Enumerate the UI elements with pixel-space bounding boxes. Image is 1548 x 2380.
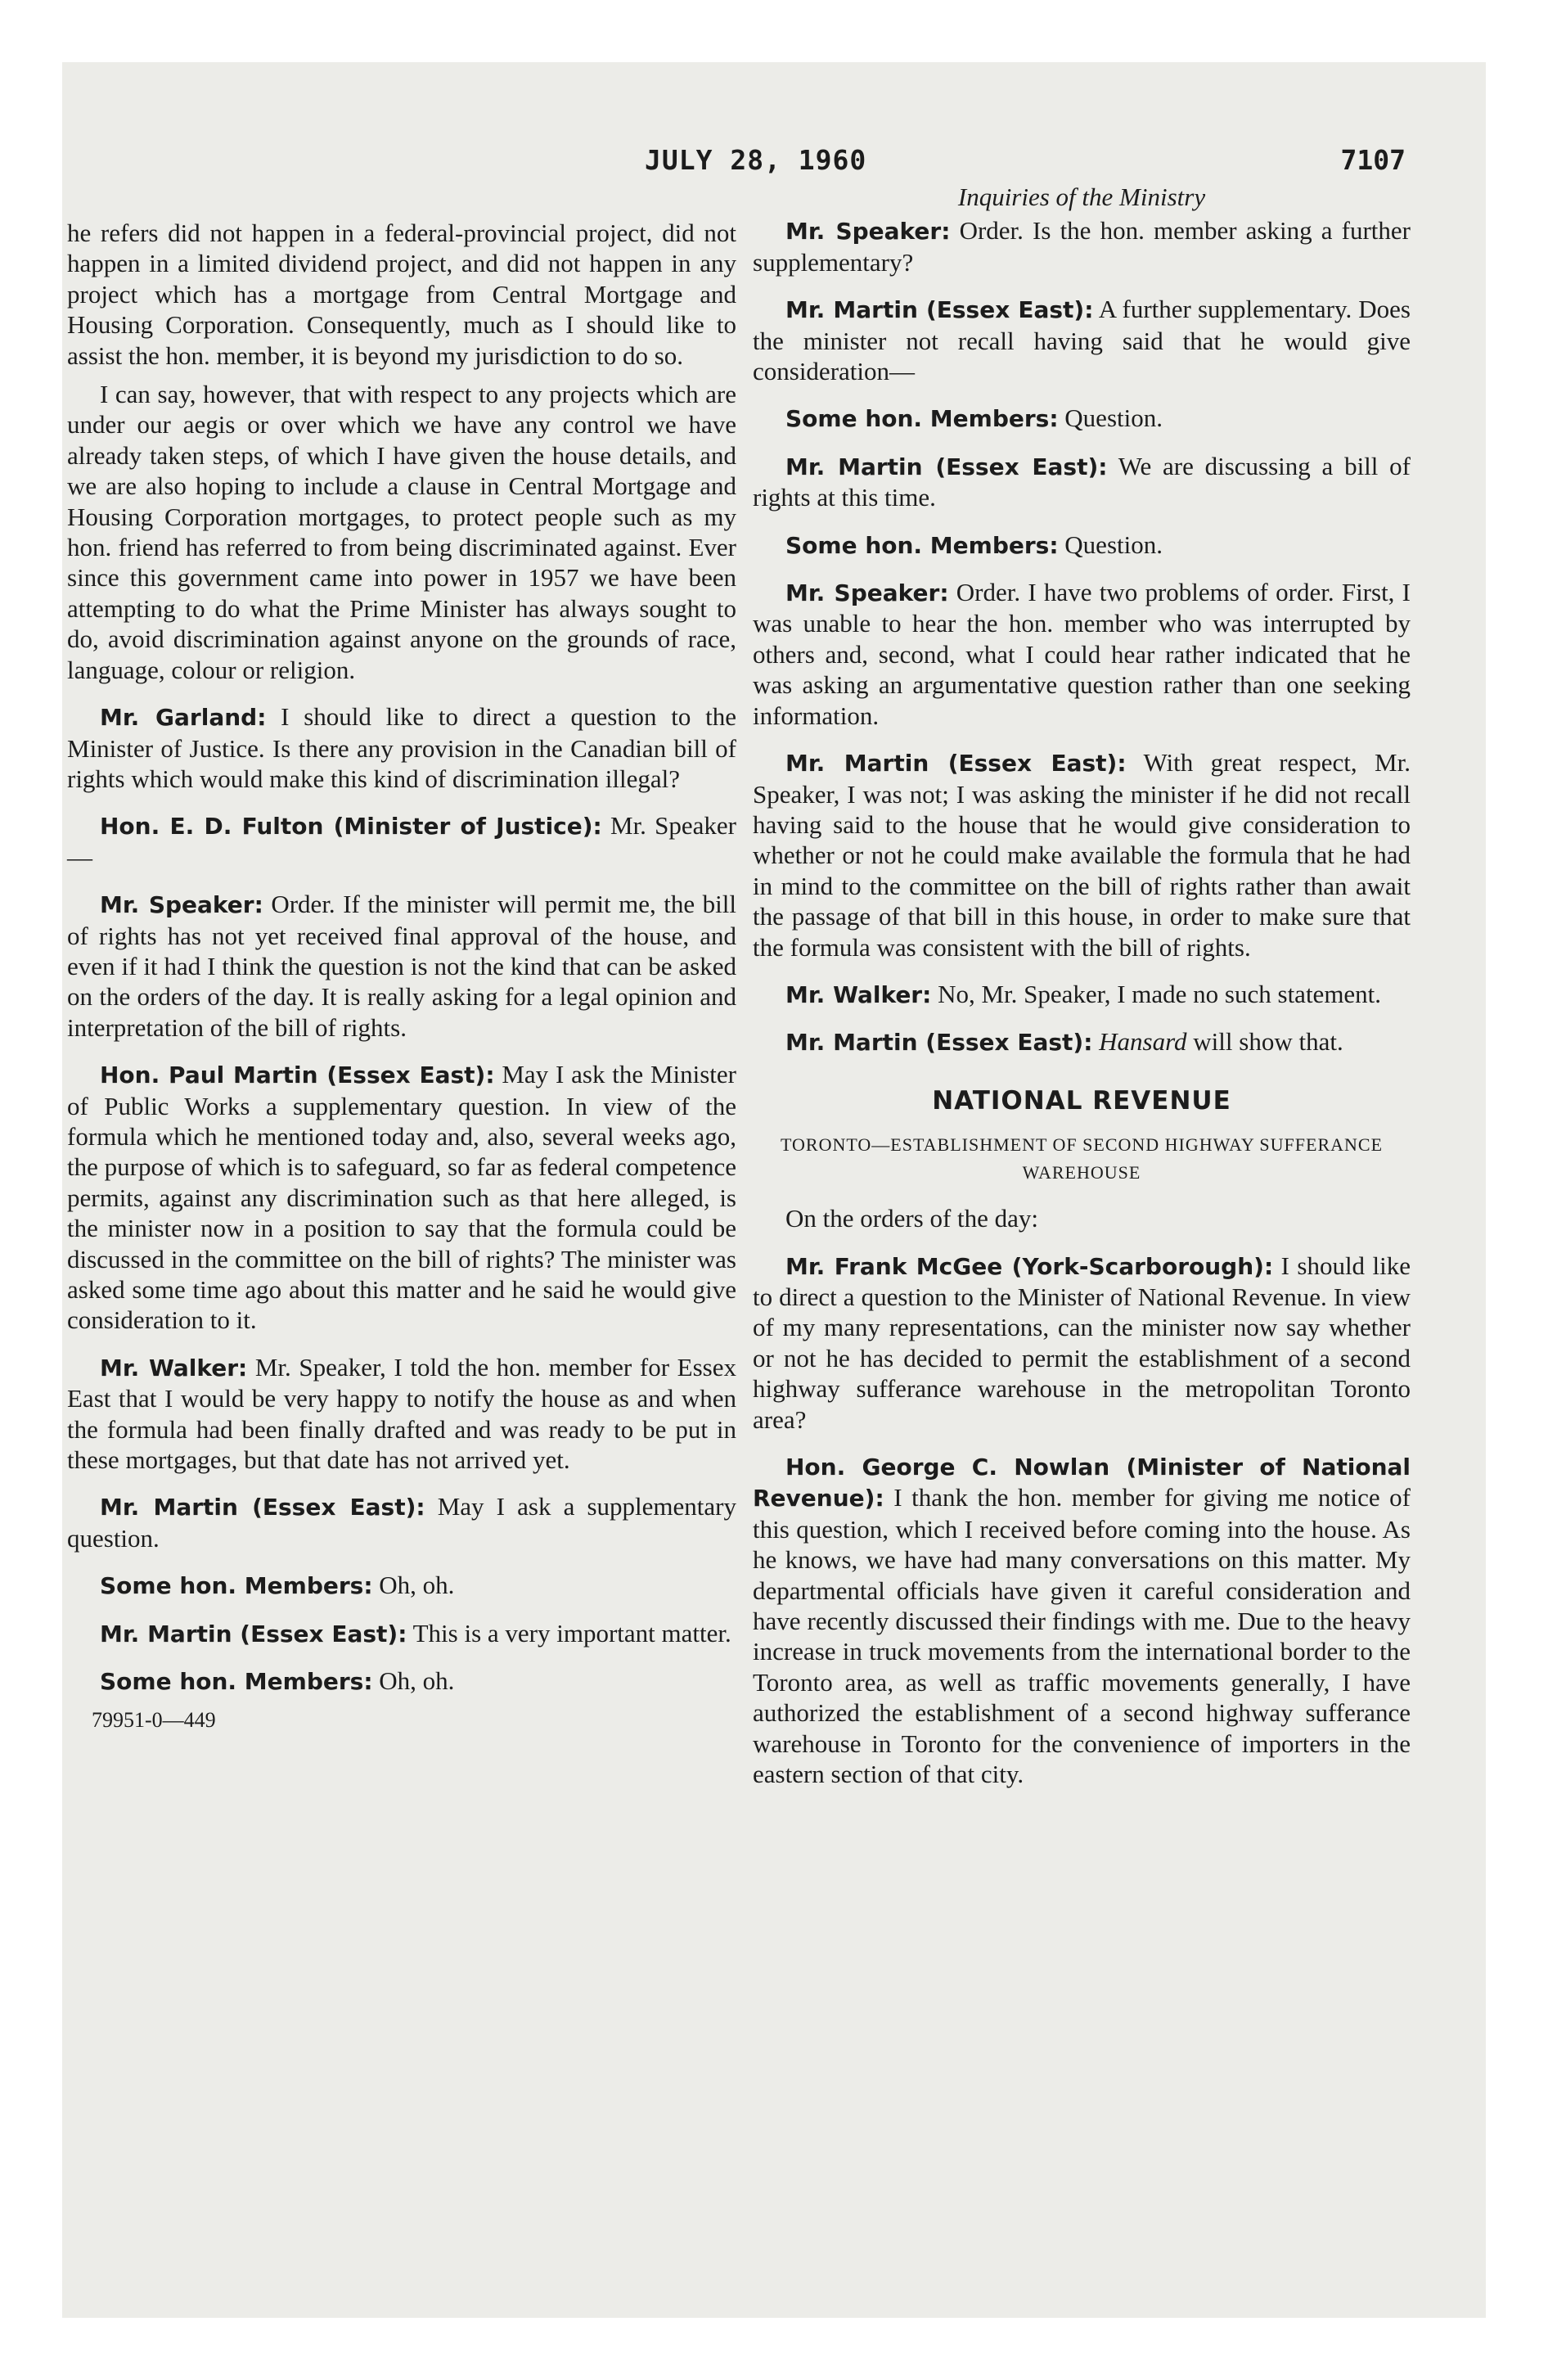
left-column [67, 218, 736, 1736]
document-page [62, 62, 1486, 2318]
paragraph [67, 1059, 736, 1336]
paragraph [753, 294, 1411, 386]
running-title: Inquiries of the Ministry [957, 183, 1206, 211]
paragraph [67, 1352, 736, 1476]
header-date: JULY 28, 1960 [645, 144, 867, 176]
printer-code: 79951-0—449 [92, 1708, 216, 1733]
page-number: 7107 [1340, 144, 1406, 176]
speaker-name: Hon. George C. Nowlan (Minister of National Revenue): [753, 1454, 1411, 1512]
speech-text: will show that. [1193, 1027, 1343, 1057]
speaker-name: Mr. Speaker: [100, 891, 263, 919]
speaker-name: Mr. Speaker: [785, 579, 949, 607]
speech-text: No, Mr. Speaker, I made no such statement. [938, 979, 1382, 1008]
speech-text: Order. Is the hon. member asking a further supplementary? [753, 216, 1411, 277]
paragraph [67, 810, 736, 872]
speaker-name: Mr. Martin (Essex East): [100, 1620, 407, 1648]
paragraph [67, 1666, 736, 1697]
speech-text: Mr. Speaker, I told the hon. member for Essex East that I would be very happy to notify the house as and when the formula had been finally drafted and was ready to be put in these mortgages, but that date has not arrived yet. [67, 1352, 736, 1475]
paragraph [753, 577, 1411, 731]
paragraph [753, 530, 1411, 561]
speech-text: Oh, oh. [379, 1666, 455, 1696]
speaker-name: Mr. Martin (Essex East): [785, 750, 1127, 778]
speaker-name: Some hon. Members: [785, 405, 1059, 433]
speaker-name: Mr. Garland: [100, 704, 267, 732]
speech-text: Question. [1064, 530, 1163, 559]
speaker-name: Mr. Walker: [785, 980, 932, 1008]
section-subheading: TORONTO—ESTABLISHMENT OF SECOND HIGHWAY SUFFERANCE WAREHOUSE [780, 1134, 1384, 1183]
speech-text: Mr. Speaker— [67, 811, 737, 872]
speech-text: Order. If the minister will permit me, the bill of rights has not yet received final approval of the house, and even if it had I think the question is not the kind that can be asked on the orders of the day. It is really asking for a legal opinion and interpretation of the bill of rights. [67, 890, 736, 1042]
paragraph [753, 403, 1411, 434]
paragraph [67, 1491, 736, 1553]
paragraph [753, 451, 1411, 513]
paragraph [753, 1451, 1411, 1789]
paragraph [67, 701, 736, 794]
speech-text: I should like to direct a question to the Minister of Justice. Is there any provision in the Canadian bill of rights which would make this kind of discrimination illegal? [67, 702, 737, 793]
speech-text: Question. [1064, 403, 1163, 433]
speech-text: May I ask a supplementary question. [67, 1492, 736, 1553]
speaker-name: Mr. Martin (Essex East): [785, 296, 1094, 324]
paragraph: he refers did not happen in a federal-provincial project, did not happen in a limited dividend project, and did not happen in any project which has a mortgage from Central Mortgage and Housing Corporation. Consequently, much as I should like to assist the hon. member, it is beyond my jurisdiction to do so. [67, 219, 736, 370]
speech-text: I thank the hon. member for giving me notice of this question, which I received before coming into the house. As he knows, we have had many conversations on this matter. My departmental officials have given it careful consideration and have recently discussed their findings with me. Due to the heavy increase in truck movements from the international border to the Toronto area, as well as traffic movements generally, I have authorized the establishment of a second highway sufferance warehouse in Toronto for the convenience of importers in the eastern section of that city. [753, 1483, 1411, 1789]
speaker-name: Some hon. Members: [100, 1572, 373, 1600]
speaker-name: Mr. Walker: [100, 1354, 248, 1382]
section-title: NATIONAL REVENUE [932, 1085, 1231, 1116]
speech-text: May I ask the Minister of Public Works a supplementary question. In view of the formula which he mentioned today and, also, several weeks ago, the purpose of which is to safeguard, so far as federal competence permits, against any discrimination such as that here alleged, is the minister now in a position to say that the formula could be discussed in the committee on the bill of rights? The minister was asked some time ago about this matter and he said he would give consideration to it. [67, 1060, 736, 1335]
paragraph: On the orders of the day: [785, 1204, 1039, 1233]
italic-title: Hansard [1099, 1027, 1187, 1057]
page-header [62, 144, 1486, 180]
paragraph: I can say, however, that with respect to any projects which are under our aegis or over which we have any control we have already taken steps, of which I have given the house details, and we are also hoping to include a clause in Central Mortgage and Housing Corporation mortgages, to protect people such as my hon. friend has referred to from being discriminated against. Ever since this government came into power in 1957 we have been attempting to do what the Prime Minister has always sought to do, avoid discrimination against anyone on the grounds of race, language, colour or religion. [67, 380, 736, 684]
paragraph [753, 1026, 1411, 1057]
speaker-name: Mr. Speaker: [785, 218, 951, 246]
speaker-name: Hon. Paul Martin (Essex East): [100, 1062, 495, 1089]
paragraph [67, 1570, 736, 1601]
speaker-name: Mr. Martin (Essex East): [100, 1494, 425, 1521]
speech-text: This is a very important matter. [412, 1618, 731, 1648]
speaker-name: Mr. Martin (Essex East): [785, 453, 1108, 480]
speaker-name: Mr. Martin (Essex East): [785, 1029, 1093, 1057]
paragraph [67, 889, 736, 1043]
speech-text: I should like to direct a question to the Minister of National Revenue. In view of my many representations, can the minister now say whether or not he has decided to permit the establishment of a second highway sufferance warehouse in the metropolitan Toronto area? [753, 1251, 1411, 1434]
paragraph [753, 1251, 1411, 1435]
speaker-name: Mr. Frank McGee (York-Scarborough): [785, 1252, 1274, 1280]
speech-text: Oh, oh. [379, 1571, 455, 1600]
speaker-name: Some hon. Members: [785, 531, 1059, 559]
paragraph [753, 747, 1411, 962]
speech-text: Order. I have two problems of order. First, I was unable to hear the hon. member who was interrupted by others and, second, what I could hear rather indicated that he was asking an argumentative question rather than one seeking information. [753, 578, 1411, 730]
speaker-name: Some hon. Members: [100, 1668, 373, 1696]
speech-text: We are discussing a bill of rights at this time. [753, 451, 1411, 512]
speech-text: A further supplementary. Does the minister not recall having said that he would give consideration— [753, 295, 1411, 386]
speaker-name: Hon. E. D. Fulton (Minister of Justice): [100, 813, 602, 841]
right-column [753, 182, 1411, 1797]
speech-text: With great respect, Mr. Speaker, I was not; I was asking the minister if he did not recall having said to the house that he would give consideration to whether or not he could make available the formula that he had in mind to the committee on the bill of rights rather than await the passage of that bill in this house, in order to make sure that the formula was consistent with the bill of rights. [753, 748, 1411, 962]
paragraph [67, 1618, 736, 1649]
paragraph [753, 215, 1411, 277]
paragraph [753, 979, 1411, 1010]
